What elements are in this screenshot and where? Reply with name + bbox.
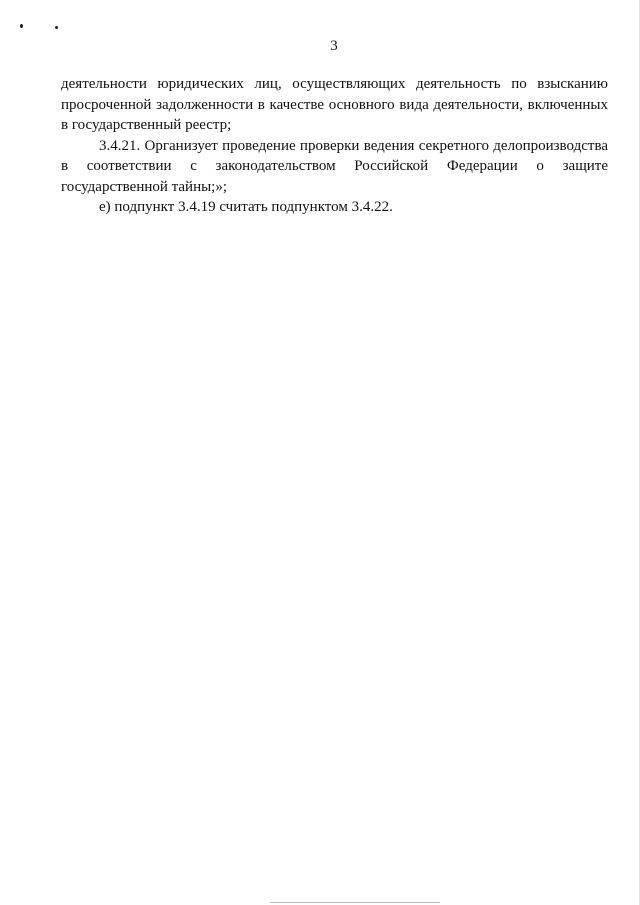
text-line: в государственный реестр; — [61, 117, 232, 133]
text-line: деятельности юридических лиц, осуществляющих деятельность по взысканию — [61, 76, 608, 92]
paragraph-3-4-21 — [61, 136, 608, 198]
text-line: е) подпункт 3.4.19 считать подпунктом 3.4.22. — [99, 199, 393, 215]
page-number: 3 — [330, 38, 338, 54]
text-line: просроченной задолженности в качестве основного вида деятельности, включенных — [61, 96, 608, 113]
paragraph-continuation — [61, 74, 608, 136]
text-line: государственной тайны;»; — [61, 178, 228, 195]
text-line: 3.4.21. Организует проведение проверки ведения секретного делопроизводства — [99, 137, 608, 154]
text-line: в соответствии с законодательством Российской Федерации о защите — [61, 158, 608, 174]
paragraph-subitem-e — [61, 197, 608, 218]
scan-bottom-line — [270, 902, 440, 903]
scan-artifact-dot — [55, 26, 58, 29]
document-body — [61, 74, 608, 218]
scan-artifact-dot — [20, 24, 23, 28]
